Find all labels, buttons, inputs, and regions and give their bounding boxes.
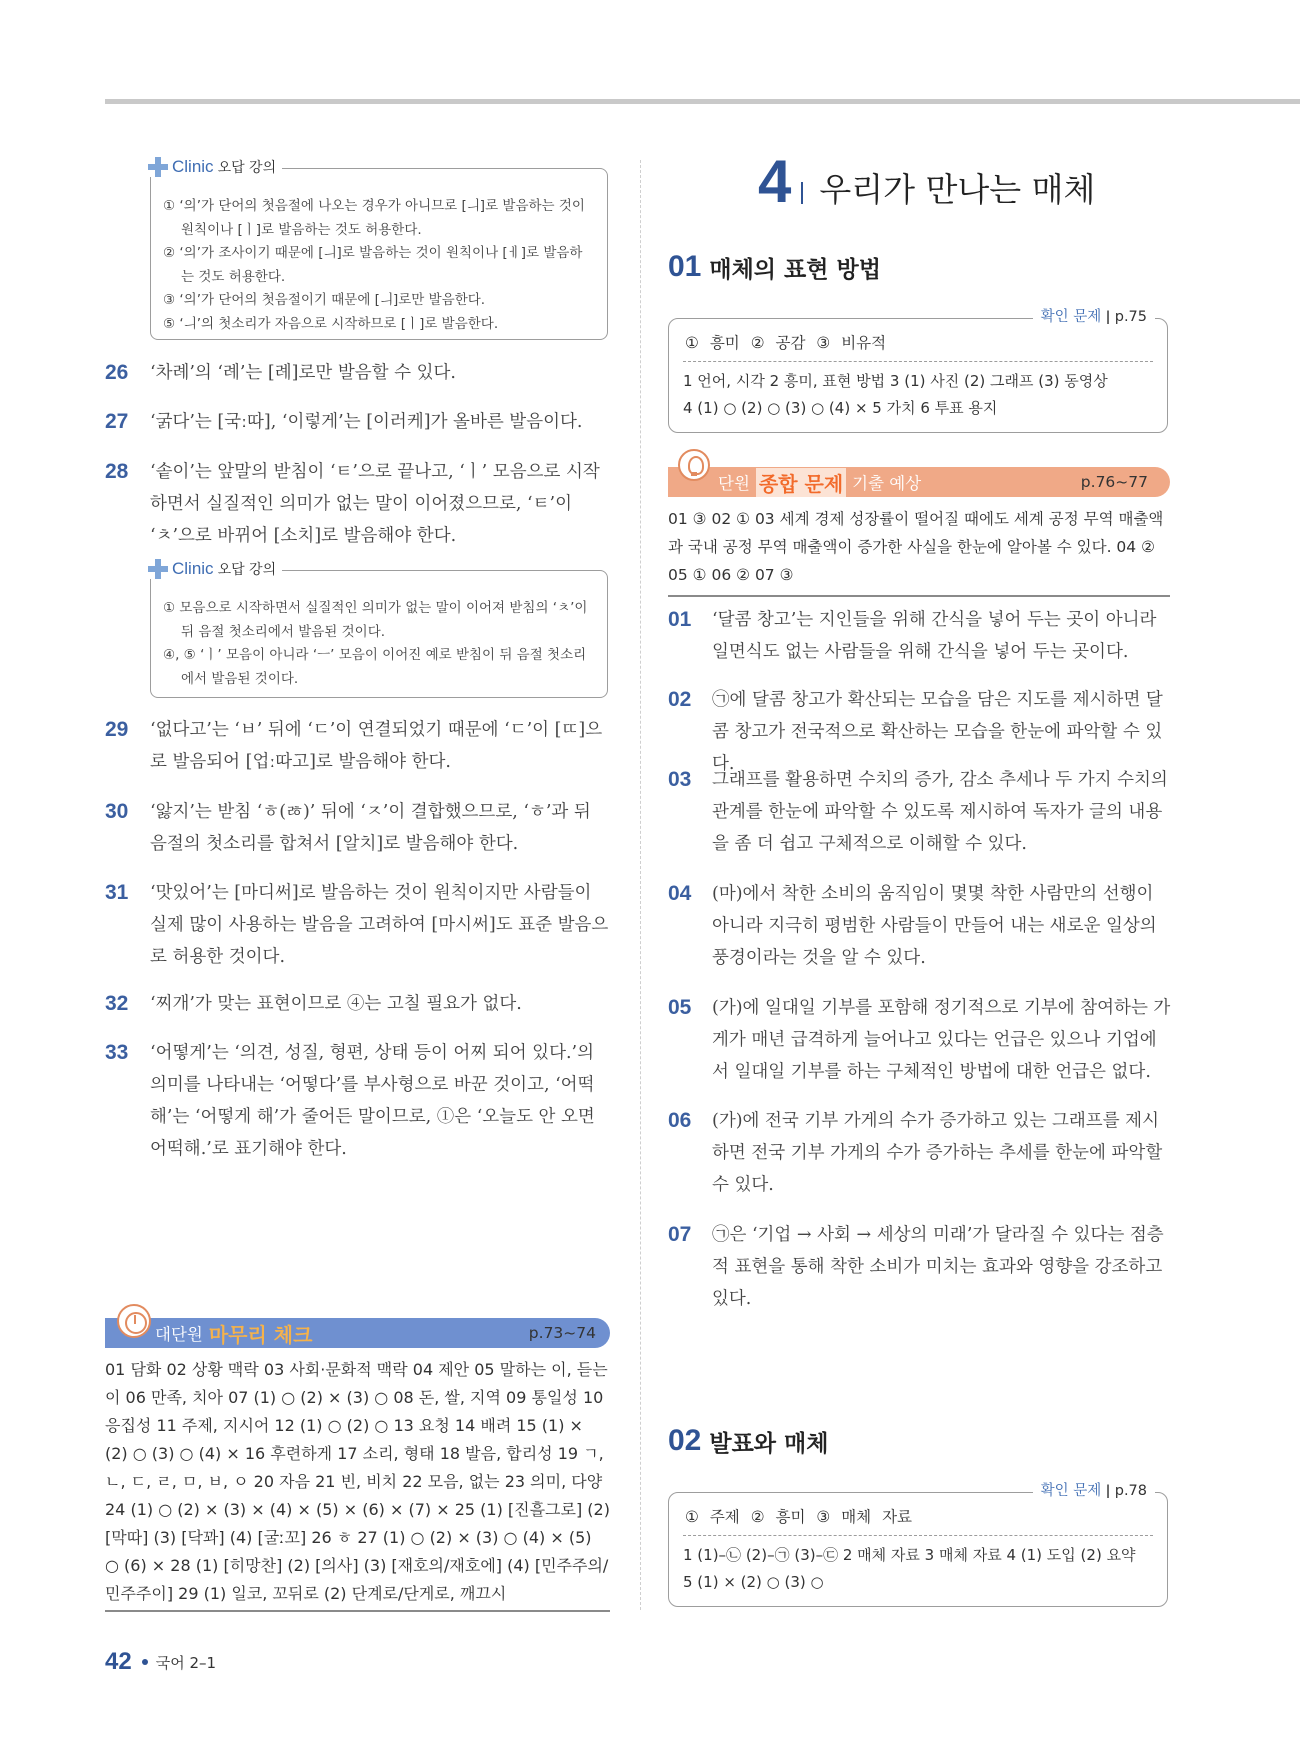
- clinic-line: ① 모음으로 시작하면서 실질적인 의미가 없는 말이 이어져 받침의 ‘ㅊ’이 뒤 음절 첫소리에서 발음된 것이다.: [163, 600, 588, 640]
- clinic-line: ② ‘의’가 조사이기 때문에 [ㅢ]로 발음하는 것이 원칙이나 [ㅔ]로 발음하는 것도 허용한다.: [163, 245, 583, 285]
- unit-test-title: 종합 문제: [756, 468, 846, 497]
- clinic-word: Clinic: [172, 157, 214, 176]
- check-top: ① 주제 ② 흥미 ③ 매체 자료: [683, 1503, 1153, 1536]
- clinic-line: ④, ⑤ ‘ㅣ’ 모음이 아니라 ‘ㅡ’ 모음이 이어진 예로 받침이 뒤 음절 첫소리에서 발음된 것이다.: [163, 647, 587, 687]
- answer-number: 33: [105, 1041, 129, 1064]
- footer-dot: [142, 1659, 148, 1665]
- answer-text: 그래프를 활용하면 수치의 증가, 감소 추세나 두 가지 수치의 관계를 한눈에 파악할 수 있도록 제시하여 독자가 글의 내용을 좀 더 쉽고 구체적으로 이해할 수 있다.: [712, 770, 1168, 854]
- answer-33: [105, 1037, 610, 1165]
- answer-text: (가)에 전국 기부 가게의 수가 증가하고 있는 그래프를 제시하면 전국 기부 가게의 수가 증가하는 추세를 한눈에 파악할 수 있다.: [712, 1111, 1163, 1195]
- check-bottom: [683, 1536, 1153, 1596]
- answer-text: ‘굵다’는 [국ː따], ‘이렇게’는 [이러케]가 올바른 발음이다.: [150, 412, 583, 432]
- answer-number: 32: [105, 992, 129, 1015]
- answer-text: ‘어떻게’는 ‘의견, 성질, 형편, 상태 등이 어찌 되어 있다.’의 의미를 나타내는 ‘어떻다’를 부사형으로 바꾼 것이고, ‘어떡해’는 ‘어떻게 해’가 줄어든 말이므로, ①은 ‘오늘도 안 오면 어떡해.’로 표기해야 한다.: [150, 1043, 595, 1159]
- clinic-tag: [148, 559, 282, 579]
- chapter-bar: [801, 182, 803, 204]
- answer-30: [105, 796, 610, 860]
- answer-text: ㉠은 ‘기업 → 사회 → 세상의 미래’가 달라질 수 있다는 점층적 표현을 통해 착한 소비가 미치는 효과와 영향을 강조하고 있다.: [712, 1225, 1164, 1309]
- answer-28: [105, 456, 610, 552]
- answer-text: (가)에 일대일 기부를 포함해 정기적으로 기부에 참여하는 가게가 매년 급격하게 늘어나고 있다는 언급은 있으나 기업에서 일대일 기부를 하는 구체적인 방법에 대한 언급은 없다.: [712, 998, 1171, 1082]
- answer-number: 26: [105, 361, 129, 384]
- unit-test-page: p.76~77: [1080, 473, 1148, 491]
- right-answer-01: [668, 604, 1173, 668]
- answer-text: ‘없다고’는 ‘ㅂ’ 뒤에 ‘ㄷ’이 연결되었기 때문에 ‘ㄷ’이 [ㄸ]으로 발음되어 [업ː따고]로 발음해야 한다.: [150, 720, 603, 772]
- page-footer: [105, 1648, 216, 1676]
- check-top: ① 흥미 ② 공감 ③ 비유적: [683, 329, 1153, 362]
- answer-text: ‘달콤 창고’는 지인들을 위해 간식을 넣어 두는 곳이 아니라 일면식도 없는 사람들을 위해 간식을 넣어 두는 곳이다.: [712, 610, 1157, 662]
- section-title: 발표와 매체: [709, 1430, 829, 1457]
- answer-number: 04: [668, 882, 692, 905]
- column-divider: [640, 160, 641, 1610]
- final-check-banner: [105, 1318, 610, 1348]
- clinic-tag: [148, 157, 282, 177]
- alarm-clock-icon: [117, 1304, 151, 1338]
- answer-text: ‘솥이’는 앞말의 받침이 ‘ㅌ’으로 끝나고, ‘ㅣ’ 모음으로 시작하면서 실질적인 의미가 없는 말이 이어졌으므로, ‘ㅌ’이 ‘ㅊ’으로 바뀌어 [소치]로 발음해야 한다.: [150, 462, 600, 546]
- answer-text: ㉠에 달콤 창고가 확산되는 모습을 담은 지도를 제시하면 달콤 창고가 전국적으로 확산하는 모습을 한눈에 파악할 수 있다.: [712, 690, 1163, 774]
- check-bottom: [683, 362, 1153, 422]
- answer-number: 29: [105, 718, 129, 741]
- answer-text: ‘맛있어’는 [마디써]로 발음하는 것이 원칙이지만 사람들이 실제 많이 사용하는 발음을 고려하여 [마시써]도 표준 발음으로 허용한 것이다.: [150, 883, 609, 967]
- final-check-lead: 대단원: [155, 1325, 203, 1344]
- answer-number: 27: [105, 410, 129, 433]
- answer-number: 30: [105, 800, 129, 823]
- section-1-heading: [668, 250, 881, 284]
- answer-number: 03: [668, 768, 692, 791]
- answer-26: [105, 357, 610, 389]
- answer-31: [105, 877, 610, 973]
- answer-number: 07: [668, 1223, 692, 1246]
- clinic-box-1: [150, 157, 608, 340]
- clinic-line: ① ‘의’가 단어의 첫음절에 나오는 경우가 아니므로 [ㅢ]로 발음하는 것이 원칙이나 [ㅣ]로 발음하는 것도 허용한다.: [163, 198, 585, 238]
- check-bottom-line: 1 (1)–㉡ (2)–㉠ (3)–㉢ 2 매체 자료 3 매체 자료 4 (1) 도입 (2) 요약: [683, 1546, 1136, 1564]
- check-bottom-line: 5 (1) × (2) ○ (3) ○: [683, 1573, 824, 1591]
- unit-test-sub: 기출 예상: [852, 474, 922, 493]
- section-number: 01: [668, 250, 702, 283]
- check-box-2: [668, 1483, 1168, 1607]
- section-title: 매체의 표현 방법: [709, 256, 881, 283]
- right-answer-04: [668, 878, 1173, 974]
- right-answer-07: [668, 1219, 1173, 1315]
- final-check-title: 마무리 체크: [208, 1322, 313, 1347]
- answer-number: 05: [668, 996, 692, 1019]
- clinic-line: ⑤ ‘ㅢ’의 첫소리가 자음으로 시작하므로 [ㅣ]로 발음한다.: [163, 315, 499, 332]
- answer-text: ‘차례’의 ‘례’는 [례]로만 발음할 수 있다.: [150, 363, 456, 383]
- plus-icon: [148, 559, 168, 579]
- section-2-heading: [668, 1424, 828, 1458]
- clinic-sub: 오답 강의: [217, 562, 277, 578]
- answer-number: 28: [105, 460, 129, 483]
- chapter-title: 우리가 만나는 매체: [819, 170, 1096, 209]
- clinic-sub: 오답 강의: [217, 160, 277, 176]
- plus-icon: [148, 157, 168, 177]
- answer-number: 01: [668, 608, 692, 631]
- unit-test-banner: [668, 467, 1170, 497]
- check-box-1: [668, 309, 1168, 433]
- chapter-heading: [758, 148, 1096, 215]
- clinic-word: Clinic: [172, 559, 214, 578]
- chapter-number: 4: [758, 148, 792, 215]
- unit-test-answers: 01 ③ 02 ① 03 세계 경제 성장률이 떨어질 때에도 세계 공정 무역 매출액과 국내 공정 무역 매출액이 증가한 사실을 한눈에 알아볼 수 있다. 04 ② 05 ① 06 ② 07 ③: [668, 505, 1170, 597]
- answer-number: 06: [668, 1109, 692, 1132]
- final-check-page: p.73~74: [528, 1324, 596, 1342]
- book-title: 국어 2–1: [155, 1653, 217, 1672]
- clinic-box-2: [150, 559, 608, 698]
- check-label: 확인 문제 ǀ p.75: [1033, 305, 1155, 326]
- top-rule: [105, 99, 1300, 104]
- right-answer-05: [668, 992, 1173, 1088]
- answer-29: [105, 714, 610, 778]
- answer-32: [105, 988, 610, 1020]
- lightbulb-icon: [678, 449, 710, 481]
- answer-number: 02: [668, 688, 692, 711]
- check-bottom-line: 1 언어, 시각 2 흥미, 표현 방법 3 (1) 사진 (2) 그래프 (3) 동영상: [683, 372, 1108, 390]
- check-bottom-line: 4 (1) ○ (2) ○ (3) ○ (4) × 5 가치 6 투표 용지: [683, 399, 998, 417]
- answer-text: ‘찌개’가 맞는 표현이므로 ④는 고칠 필요가 없다.: [150, 994, 522, 1014]
- answer-text: (마)에서 착한 소비의 움직임이 몇몇 착한 사람만의 선행이 아니라 지극히 평범한 사람들이 만들어 내는 새로운 일상의 풍경이라는 것을 알 수 있다.: [712, 884, 1157, 968]
- right-answer-03: [668, 764, 1173, 860]
- unit-test-lead: 단원: [718, 474, 750, 493]
- page-number: 42: [105, 1648, 132, 1675]
- clinic-line: ③ ‘의’가 단어의 첫음절이기 때문에 [ㅢ]로만 발음한다.: [163, 292, 486, 308]
- final-check-answers: 01 담화 02 상황 맥락 03 사회·문화적 맥락 04 제안 05 말하는 이, 듣는 이 06 만족, 치아 07 (1) ○ (2) × (3) ○ 08 돈, 쌀, 지역 09 통일성 10 응집성 11 주제, 지시어 12 (1) ○ (2) ○ 13 요청 14 배려 15 (1) × (2) ○ (3) ○ (4) × 16 후련하게 17 소리, 형태 18 발음, 합리성 19 ㄱ, ㄴ, ㄷ, ㄹ, ㅁ, ㅂ, ㅇ 20 자음 21 빈, 비치 22 모음, 없는 23 의미, 다양 24 (1) ○ (2) × (3) × (4) × (5) × (6) × (7) × 25 (1) [진흘그로] (2) [막따] (3) [닥꽈] (4) [굴ː꼬] 26 ㅎ 27 (1) ○ (2) × (3) ○ (4) × (5) ○ (6) × 28 (1) [히망찬] (2) [의사] (3) [재호의/재호에] (4) [민주주의/민주주이] 29 (1) 일코, 꼬뒤로 (2) 단계로/단게로, 깨끄시: [105, 1356, 610, 1612]
- answer-27: [105, 406, 610, 438]
- answer-text: ‘앓지’는 받침 ‘ㅎ(ㅀ)’ 뒤에 ‘ㅈ’이 결합했으므로, ‘ㅎ’과 뒤 음절의 첫소리를 합쳐서 [알치]로 발음해야 한다.: [150, 802, 591, 854]
- section-number: 02: [668, 1424, 702, 1457]
- answer-number: 31: [105, 881, 129, 904]
- right-answer-06: [668, 1105, 1173, 1201]
- check-label: 확인 문제 ǀ p.78: [1033, 1479, 1155, 1500]
